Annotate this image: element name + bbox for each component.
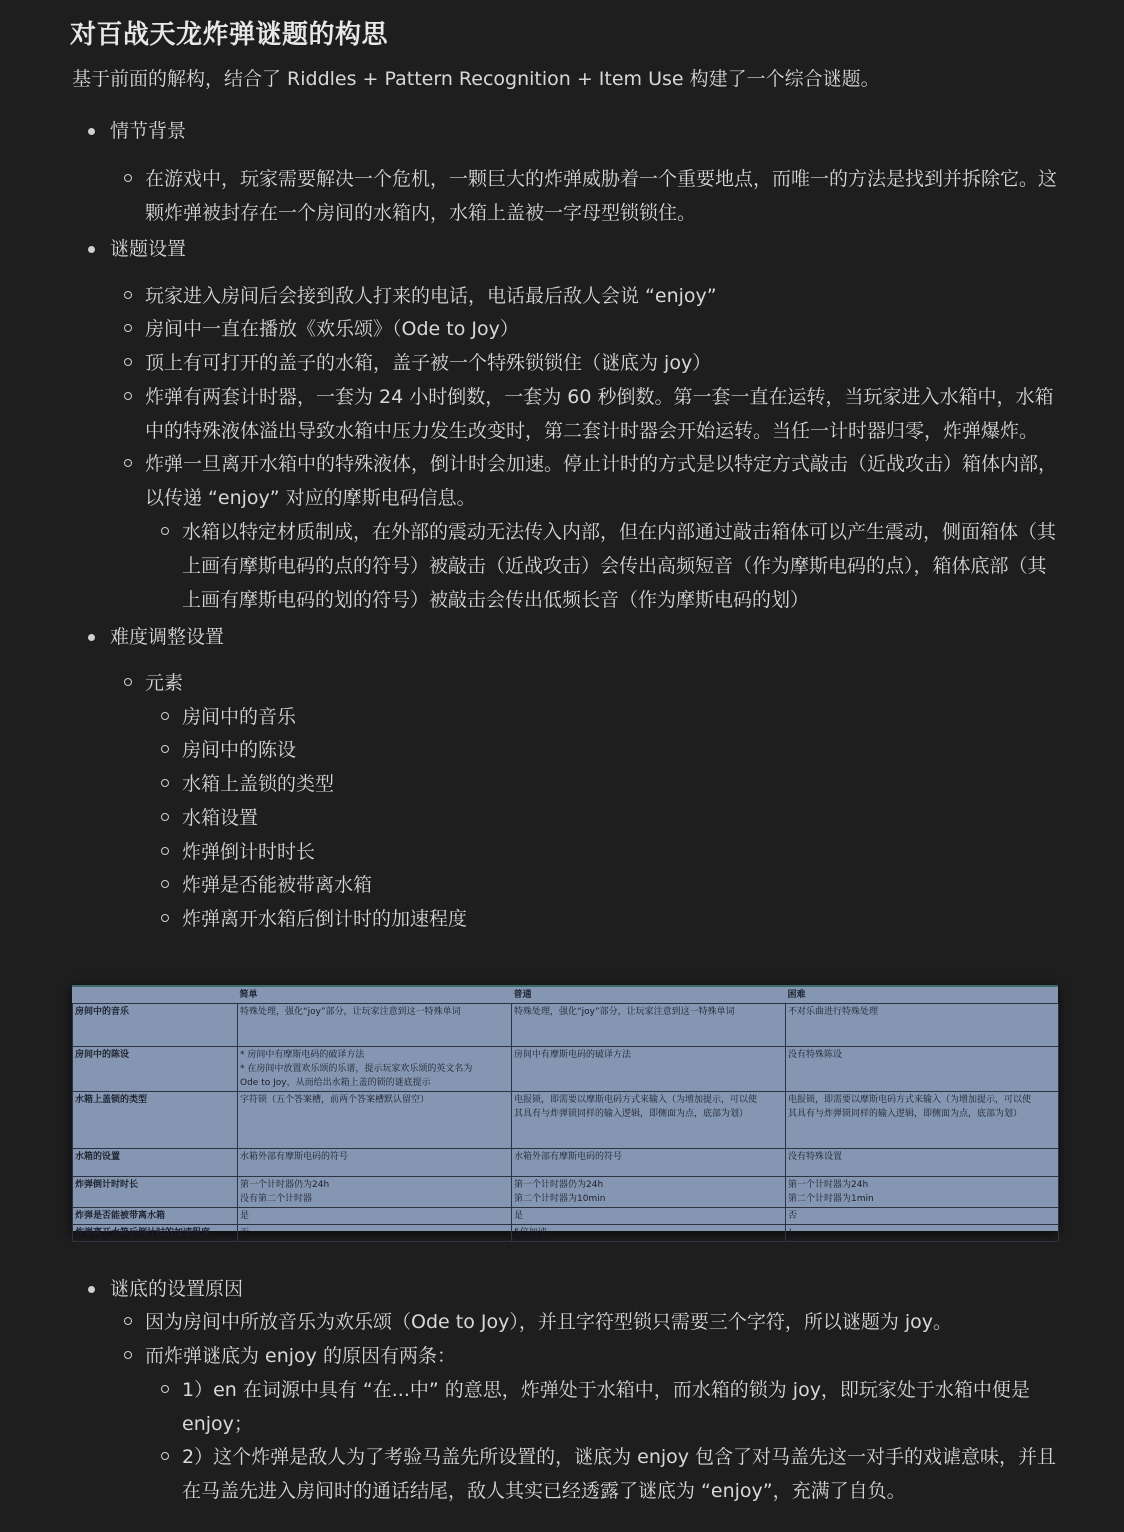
table-cell-line: 没有特殊陈设: [788, 1050, 843, 1060]
table-cell-line: 电报锁，即需要以摩斯电码方式来输入（为增加提示，可以使: [514, 1095, 758, 1105]
section-reason-heading: 谜底的设置原因: [110, 1272, 243, 1306]
reason-sub-item: 1）en 在词源中具有 “在...中” 的意思，炸弹处于水箱中，而水箱的锁为 joy，即玩家处于水箱中便是 enjoy；: [182, 1373, 1062, 1441]
table-cell: [238, 1149, 512, 1177]
table-cell: [512, 1004, 786, 1047]
puzzle-item: 玩家进入房间后会接到敌人打来的电话，电话最后敌人会说 “enjoy”: [145, 279, 1065, 313]
table-cell-line: * 房间中有摩斯电码的破译方法: [240, 1050, 365, 1060]
intro-paragraph: 基于前面的解构，结合了 Riddles + Pattern Recognition + Item Use 构建了一个综合谜题。: [72, 68, 880, 90]
table-cell-line: 否: [788, 1211, 798, 1221]
table-cell-line: 特殊处理，强化“joy”部分，让玩家注意到这一特殊单词: [514, 1007, 735, 1017]
table-cell: [512, 1177, 786, 1208]
difficulty-element-item: 炸弹是否能被带离水箱: [182, 868, 1062, 902]
difficulty-element-label: 元素: [145, 666, 1065, 700]
table-row: [73, 1149, 1059, 1177]
table-cell-line: 5倍加速: [514, 1228, 547, 1238]
table-cell-line: 第一个计时器仍为24h: [514, 1180, 604, 1190]
table-row-label: 房间中的音乐: [73, 1004, 238, 1047]
table-cell: [786, 1092, 1059, 1149]
table-cell: [786, 1177, 1059, 1208]
table-cell: [238, 1225, 512, 1242]
table-row-label: 水箱的设置: [73, 1149, 238, 1177]
section-background-heading: 情节背景: [110, 114, 186, 148]
section-puzzle-heading: 谜题设置: [110, 232, 186, 266]
table-cell-line: 第二个计时器为1min: [788, 1194, 874, 1204]
table-cell: [238, 1177, 512, 1208]
table-row: [73, 1047, 1059, 1092]
table-row: [73, 1092, 1059, 1149]
table-row: [73, 1208, 1059, 1225]
table-header-cell: 简单: [238, 987, 512, 1004]
table-cell-line: 电报锁，即需要以摩斯电码方式来输入（为增加提示，可以使: [788, 1095, 1032, 1105]
reason-item: 因为房间中所放音乐为欢乐颂（Ode to Joy），并且字符型锁只需要三个字符，所以谜题为 joy。: [145, 1305, 1065, 1339]
table-row-label: 水箱上盖锁的类型: [73, 1092, 238, 1149]
table-cell-line: 无: [240, 1228, 250, 1238]
table-cell-line: 特殊处理，强化“joy”部分，让玩家注意到这一特殊单词: [240, 1007, 461, 1017]
table-row-label: 房间中的陈设: [73, 1047, 238, 1092]
table-cell-line: 其具有与炸弹锁同样的输入逻辑，即侧面为点，底部为划）: [514, 1109, 749, 1119]
table-cell-line: 字符锁（五个答案槽，前两个答案槽默认留空）: [240, 1095, 430, 1105]
difficulty-element-item: 房间中的陈设: [182, 733, 1062, 767]
table-cell: [238, 1208, 512, 1225]
section-difficulty-heading: 难度调整设置: [110, 620, 224, 654]
reason-item: 而炸弹谜底为 enjoy 的原因有两条：: [145, 1339, 1065, 1373]
page-title: 对百战天龙炸弹谜题的构思: [70, 20, 389, 50]
puzzle-sub-item: 水箱以特定材质制成，在外部的震动无法传入内部，但在内部通过敲击箱体可以产生震动，侧面箱体（其上画有摩斯电码的点的符号）被敲击（近战攻击）会传出高频短音（作为摩斯电码的点），箱体底部（其上画有摩斯电码的划的符号）被敲击会传出低频长音（作为摩斯电码的划）: [182, 515, 1062, 617]
table-cell-line: 没有特殊设置: [788, 1152, 843, 1162]
table-cell: [512, 1208, 786, 1225]
difficulty-table: [72, 987, 1059, 1242]
table-cell-line: 其具有与炸弹锁同样的输入逻辑，即侧面为点，底部为划）: [788, 1109, 1023, 1119]
table-row: [73, 1004, 1059, 1047]
difficulty-element-item: 房间中的音乐: [182, 700, 1062, 734]
table-cell: [512, 1225, 786, 1242]
table-cell-line: /: [788, 1228, 792, 1238]
table-cell: [512, 1047, 786, 1092]
table-row-label: 炸弹是否能被带离水箱: [73, 1208, 238, 1225]
table-cell: [786, 1149, 1059, 1177]
puzzle-item: 炸弹一旦离开水箱中的特殊液体，倒计时会加速。停止计时的方式是以特定方式敲击（近战攻击）箱体内部，以传递 “enjoy” 对应的摩斯电码信息。: [145, 447, 1065, 515]
table-cell: [786, 1225, 1059, 1242]
table-cell: [786, 1208, 1059, 1225]
puzzle-item: 炸弹有两套计时器，一套为 24 小时倒数，一套为 60 秒倒数。第一套一直在运转，当玩家进入水箱中，水箱中的特殊液体溢出导致水箱中压力发生改变时，第二套计时器会开始运转。当任一计时器归零，炸弹爆炸。: [145, 380, 1065, 448]
table-cell-line: 第一个计时器为24h: [788, 1180, 869, 1190]
difficulty-element-item: 炸弹离开水箱后倒计时的加速程度: [182, 902, 1062, 936]
table-row: [73, 1225, 1059, 1242]
difficulty-element-item: 水箱设置: [182, 801, 1062, 835]
background-item: 在游戏中，玩家需要解决一个危机，一颗巨大的炸弹威胁着一个重要地点，而唯一的方法是找到并拆除它。这颗炸弹被封存在一个房间的水箱内，水箱上盖被一字母型锁锁住。: [145, 162, 1065, 230]
table-cell-line: 是: [514, 1211, 524, 1221]
table-cell-line: 房间中有摩斯电码的破译方法: [514, 1050, 632, 1060]
table-cell-line: 水箱外部有摩斯电码的符号: [240, 1152, 349, 1162]
table-cell-line: 是: [240, 1211, 250, 1221]
puzzle-item: 顶上有可打开的盖子的水箱，盖子被一个特殊锁锁住（谜底为 joy）: [145, 346, 1065, 380]
reason-sub-item: 2）这个炸弹是敌人为了考验马盖先所设置的，谜底为 enjoy 包含了对马盖先这一对手的戏谑意味，并且在马盖先进入房间时的通话结尾，敌人其实已经透露了谜底为 “enjoy”，充满了自负。: [182, 1440, 1062, 1508]
difficulty-element-item: 炸弹倒计时时长: [182, 835, 1062, 869]
table-cell-line: 没有第二个计时器: [240, 1194, 313, 1204]
table-row: [73, 1177, 1059, 1208]
table-cell-line: 第二个计时器为10min: [514, 1194, 606, 1204]
table-cell-line: Ode to Joy，从而给出水箱上盖的锁的谜底提示: [240, 1078, 431, 1088]
table-row-label: 炸弹离开水箱后倒计时的加速程度: [73, 1225, 238, 1242]
difficulty-element-item: 水箱上盖锁的类型: [182, 767, 1062, 801]
table-cell: [238, 1092, 512, 1149]
table-cell: [786, 1004, 1059, 1047]
table-row-label: 炸弹倒计时时长: [73, 1177, 238, 1208]
table-cell: [786, 1047, 1059, 1092]
table-cell: [238, 1047, 512, 1092]
table-header-row: [73, 987, 1059, 1004]
puzzle-item: 房间中一直在播放《欢乐颂》（Ode to Joy）: [145, 312, 1065, 346]
table-cell: [512, 1149, 786, 1177]
table-header-cell: 普通: [512, 987, 786, 1004]
table-cell-line: 不对乐曲进行特殊处理: [788, 1007, 879, 1017]
table-cell: [238, 1004, 512, 1047]
table-header-cell: 困难: [786, 987, 1059, 1004]
table-cell-line: * 在房间中放置欢乐颂的乐谱，提示玩家欢乐颂的英文名为: [240, 1064, 473, 1074]
difficulty-table-image: [72, 985, 1058, 1238]
table-header-cell: [73, 987, 238, 1004]
table-cell-line: 水箱外部有摩斯电码的符号: [514, 1152, 623, 1162]
table-cell-line: 第一个计时器仍为24h: [240, 1180, 330, 1190]
table-cell: [512, 1092, 786, 1149]
